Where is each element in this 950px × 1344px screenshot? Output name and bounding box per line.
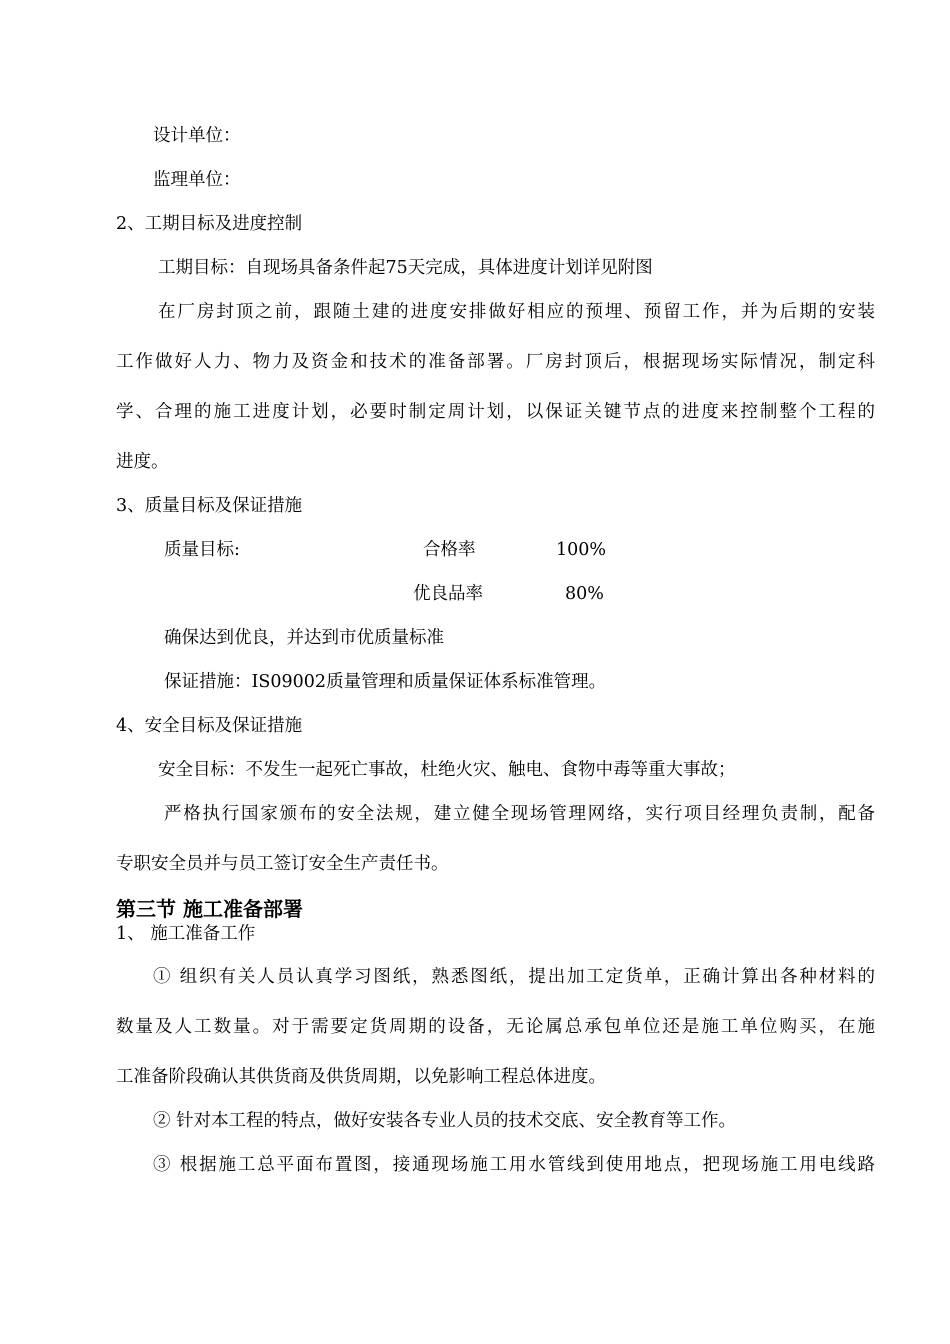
schedule-paragraph-line-4: 进度。 xyxy=(116,452,169,472)
schedule-paragraph-line-2: 工作做好人力、物力及资金和技术的准备部署。厂房封顶后，根据现场实际情况，制定科 xyxy=(116,352,875,372)
excellent-rate-label: 优良品率 xyxy=(413,584,483,604)
design-unit-label: 设计单位： xyxy=(153,126,241,146)
item-1-line-3: 工准备阶段确认其供货商及供货周期，以免影响工程总体进度。 xyxy=(116,1067,606,1087)
section-3-heading: 3、质量目标及保证措施 xyxy=(116,496,303,516)
quality-target-label: 质量目标: xyxy=(164,540,240,560)
item-1-line-2: 数量及人工数量。对于需要定货周期的设备，无论属总承包单位还是施工单位购买，在施 xyxy=(116,1017,875,1037)
schedule-paragraph-line-3: 学、合理的施工进度计划，必要时制定周计划，以保证关键节点的进度来控制整个工程的 xyxy=(116,402,875,422)
pass-rate-label: 合格率 xyxy=(423,540,476,560)
safety-paragraph-line-1: 严格执行国家颁布的安全法规，建立健全现场管理网络，实行项目经理负责制，配备 xyxy=(164,804,875,824)
supervision-unit-label: 监理单位： xyxy=(153,170,241,190)
item-2: ② 针对本工程的特点，做好安装各专业人员的技术交底、安全教育等工作。 xyxy=(153,1111,737,1131)
schedule-target: 工期目标：自现场具备条件起75天完成，具体进度计划详见附图 xyxy=(158,258,653,278)
item-1-line-1: ① 组织有关人员认真学习图纸，熟悉图纸，提出加工定货单，正确计算出各种材料的 xyxy=(153,967,875,987)
excellent-rate-value: 80% xyxy=(565,584,604,604)
quality-ensure: 确保达到优良，并达到市优质量标准 xyxy=(164,628,444,648)
item-3-line-1: ③ 根据施工总平面布置图，接通现场施工用水管线到使用地点，把现场施工用电线路 xyxy=(153,1155,875,1175)
schedule-paragraph-line-1: 在厂房封顶之前，跟随土建的进度安排做好相应的预埋、预留工作，并为后期的安装 xyxy=(158,302,875,322)
preparation-sub-heading: 1、 施工准备工作 xyxy=(116,924,256,944)
section-three-title: 第三节 施工准备部署 xyxy=(116,897,303,921)
section-2-heading: 2、工期目标及进度控制 xyxy=(116,214,303,234)
safety-paragraph-line-2: 专职安全员并与员工签订安全生产责任书。 xyxy=(116,854,449,874)
pass-rate-value: 100% xyxy=(556,540,607,560)
section-4-heading: 4、安全目标及保证措施 xyxy=(116,716,303,736)
quality-measures: 保证措施：IS09002质量管理和质量保证体系标准管理。 xyxy=(164,672,607,692)
safety-target: 安全目标：不发生一起死亡事故，杜绝火灾、触电、食物中毒等重大事故； xyxy=(158,760,736,780)
